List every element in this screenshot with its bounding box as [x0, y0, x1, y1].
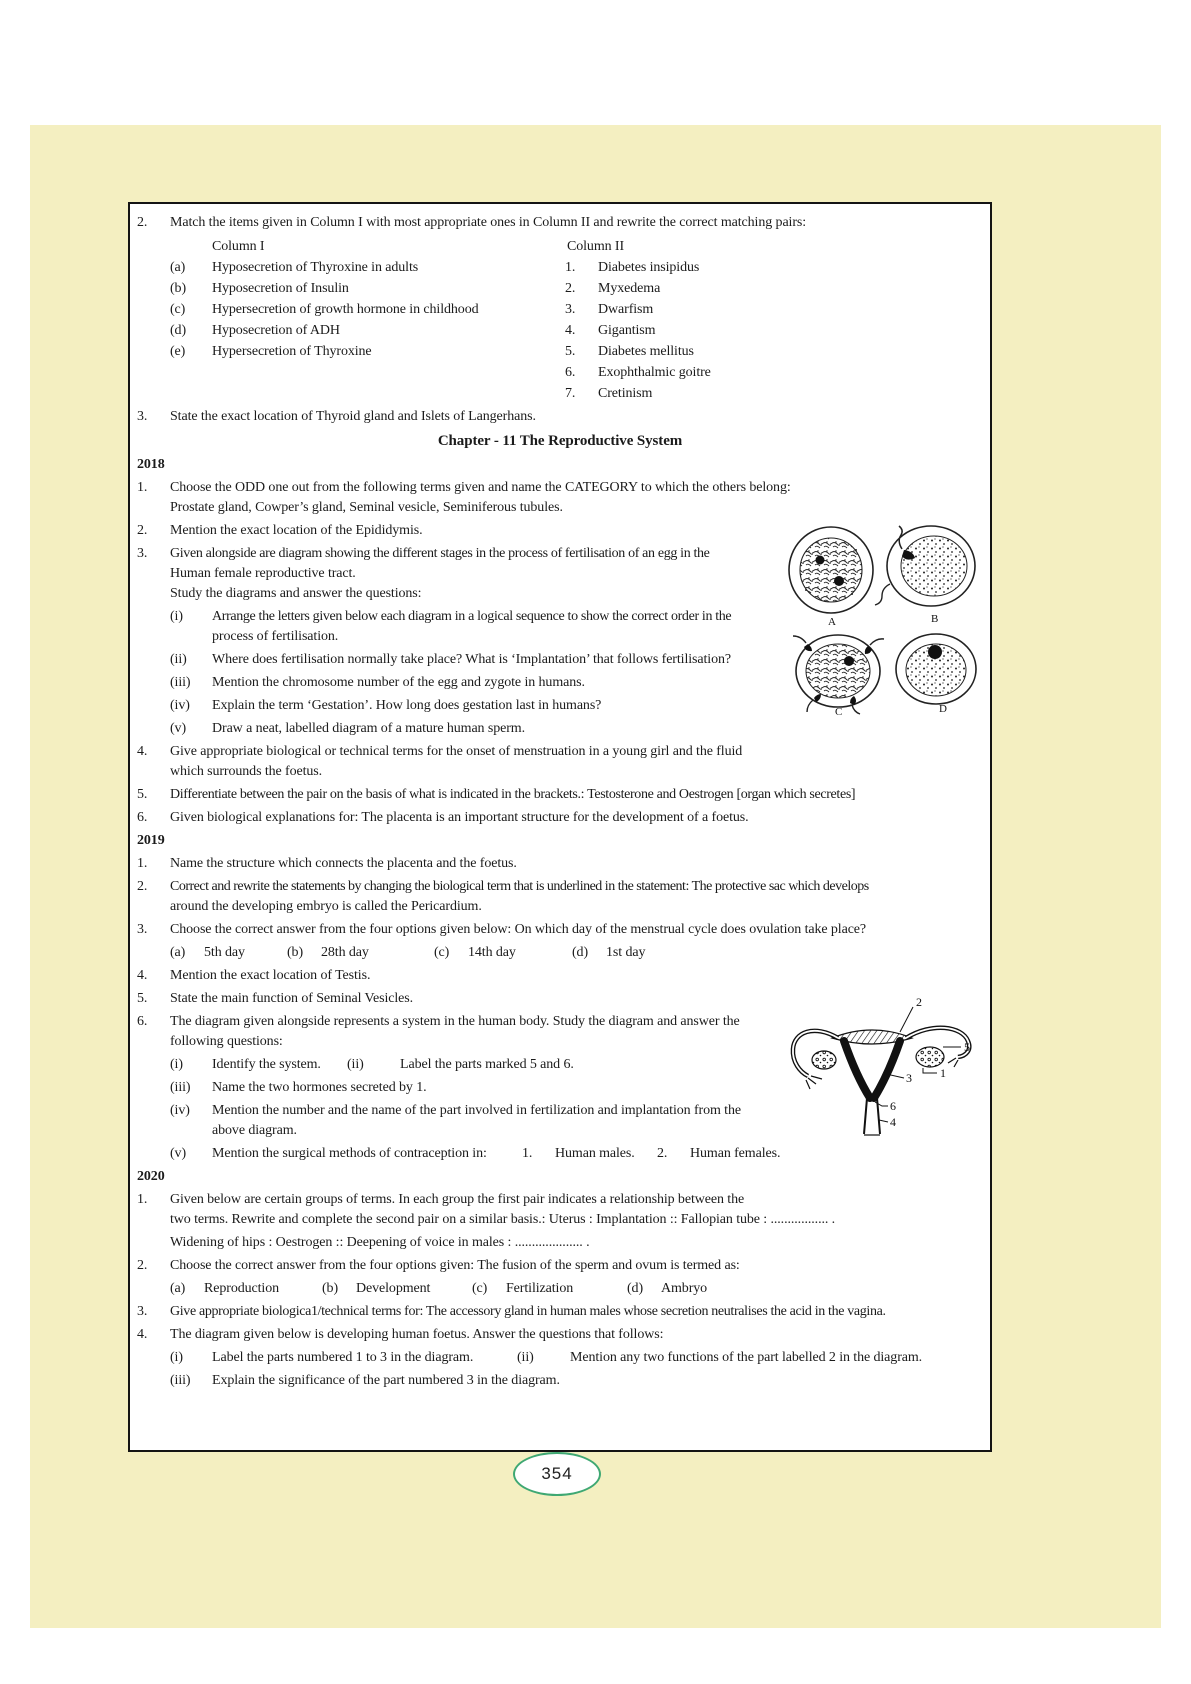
year-heading-2019: 2019	[137, 833, 165, 848]
cell-label-b: B	[931, 613, 939, 625]
egg-cell-c	[793, 635, 884, 714]
subquestion-2020-4-i-ii	[170, 1348, 983, 1368]
option-d	[627, 1279, 707, 1299]
item-label: 7.	[565, 386, 576, 401]
question-text: Give appropriate biologica1/technical terms for: The accessory gland in human males whose secretion neutralises the acid in the vagina.	[170, 1304, 886, 1319]
item-label: 5.	[565, 344, 576, 359]
subquestion-label: (i)	[170, 1057, 183, 1072]
item-text: Diabetes mellitus	[598, 344, 694, 359]
subquestion-text: Mention the surgical methods of contraception in:	[212, 1146, 487, 1161]
subquestion-label: (iii)	[170, 1080, 191, 1095]
diagram-label-3: 3	[906, 1071, 912, 1085]
question-number: 2.	[137, 215, 148, 230]
question-number: 3.	[137, 546, 148, 561]
subquestion-2020-4-iii	[170, 1371, 983, 1391]
item-text: Hyposecretion of Insulin	[212, 281, 349, 296]
egg-cell-b	[875, 526, 975, 606]
question-2018-1	[137, 478, 983, 518]
option-text: Ambryo	[661, 1281, 708, 1296]
item-text: Diabetes insipidus	[598, 260, 700, 275]
item-label: 6.	[565, 365, 576, 380]
option-c	[434, 943, 572, 963]
match-row	[565, 362, 983, 383]
question-number: 6.	[137, 810, 148, 825]
match-column-2	[565, 236, 983, 404]
diagram-label-5: 5	[964, 1040, 970, 1054]
diagram-label-6: 6	[890, 1099, 896, 1113]
question-paper-frame	[128, 202, 992, 1452]
question-text: Choose the correct answer from the four options given below: On which day of the menstrual cycle does ovulation take place?	[170, 922, 867, 937]
subquestion-text: Identify the system.	[212, 1057, 321, 1072]
fertilisation-stages-diagram	[786, 522, 980, 716]
question-text: Given alongside are diagram showing the different stages in the process of fertilisation of an egg in the	[170, 546, 710, 561]
question-text: Mention the exact location of Testis.	[170, 968, 371, 983]
subquestion-text: Mention the chromosome number of the egg and zygote in humans.	[212, 675, 585, 690]
subquestion-text: Label the parts marked 5 and 6.	[400, 1057, 574, 1072]
option-b	[287, 943, 434, 963]
match-row	[565, 299, 983, 320]
question-number: 1.	[137, 480, 148, 495]
subquestion-text: Label the parts numbered 1 to 3 in the diagram.	[212, 1350, 474, 1365]
question-2019-3	[137, 920, 983, 940]
subquestion-text: above diagram.	[212, 1123, 297, 1138]
option-label: (a)	[170, 945, 186, 960]
match-columns	[170, 236, 983, 404]
year-heading-2020: 2020	[137, 1169, 165, 1184]
option-text: 1st day	[606, 945, 646, 960]
question-number: 3.	[137, 1304, 148, 1319]
question-text: two terms. Rewrite and complete the second pair on a similar basis.: Uterus : Implantation :: Fallopian tube : ................. .	[170, 1212, 836, 1227]
page-number: 354	[541, 1464, 573, 1483]
diagram-label-4: 4	[890, 1115, 896, 1129]
cell-label-c: C	[835, 706, 843, 716]
subquestion-label: (ii)	[347, 1057, 364, 1072]
question-text: around the developing embryo is called the Pericardium.	[170, 899, 482, 914]
subquestion-label: (iv)	[170, 698, 190, 713]
question-text: following questions:	[170, 1034, 283, 1049]
match-row	[565, 278, 983, 299]
page-background-panel	[30, 125, 1161, 1628]
question-text: Match the items given in Column I with most appropriate ones in Column II and rewrite the correct matching pairs:	[170, 215, 807, 230]
question-text: State the main function of Seminal Vesicles.	[170, 991, 414, 1006]
item-text: Cretinism	[598, 386, 653, 401]
left-ovary	[812, 1051, 836, 1069]
item-label: (a)	[170, 260, 186, 275]
question-text: Widening of hips : Oestrogen :: Deepening of voice in males : .................... .	[170, 1235, 590, 1250]
item-label: 2.	[657, 1146, 668, 1161]
item-text: Myxedema	[598, 281, 661, 296]
option-text: Reproduction	[204, 1281, 280, 1296]
option-label: (b)	[287, 945, 304, 960]
match-column-1	[170, 236, 565, 404]
leader-line	[900, 1007, 913, 1032]
question-number: 5.	[137, 991, 148, 1006]
item-text: Dwarfism	[598, 302, 654, 317]
option-text: 14th day	[468, 945, 516, 960]
year-heading-2018: 2018	[137, 457, 165, 472]
item-label: 2.	[565, 281, 576, 296]
question-2018-5	[137, 785, 983, 805]
item-text: Hypersecretion of growth hormone in childhood	[212, 302, 479, 317]
question-number: 3.	[137, 409, 148, 424]
item-text: Human males.	[555, 1146, 635, 1161]
subquestion-text: Name the two hormones secreted by 1.	[212, 1080, 427, 1095]
match-row	[170, 278, 565, 299]
question-paper-content	[137, 213, 983, 1391]
question-text: Choose the ODD one out from the following terms given and name the CATEGORY to which the others belong:	[170, 480, 791, 495]
question-text: Correct and rewrite the statements by changing the biological term that is underlined in the statement: The protective sac which develops	[170, 879, 869, 894]
question-number: 3.	[137, 922, 148, 937]
option-label: (b)	[322, 1281, 339, 1296]
question-number: 4.	[137, 968, 148, 983]
question-text: which surrounds the foetus.	[170, 764, 323, 779]
chapter-title: Chapter - 11 The Reproductive System	[437, 433, 683, 449]
question-number: 1.	[137, 1192, 148, 1207]
question-2020-4	[137, 1325, 983, 1345]
egg-cell-a	[789, 527, 873, 613]
option-label: (a)	[170, 1281, 186, 1296]
subquestion-label: (v)	[170, 721, 187, 736]
page-number-badge	[513, 1452, 601, 1496]
question-2018-6	[137, 808, 983, 828]
subquestion-text: Mention the number and the name of the part involved in fertilization and implantation from the	[212, 1103, 741, 1118]
option-a	[170, 943, 287, 963]
option-text: Development	[356, 1281, 431, 1296]
match-row	[565, 257, 983, 278]
question-text: The diagram given alongside represents a system in the human body. Study the diagram and answer the	[170, 1014, 740, 1029]
subquestion-text: Draw a neat, labelled diagram of a mature human sperm.	[212, 721, 525, 736]
match-row	[170, 299, 565, 320]
right-fimbriae	[948, 1058, 958, 1067]
item-label: 4.	[565, 323, 576, 338]
question-number: 2.	[137, 523, 148, 538]
subquestion-label: (iv)	[170, 1103, 190, 1118]
item-text: Exophthalmic goitre	[598, 365, 711, 380]
item-label: (e)	[170, 344, 186, 359]
question-2018-4	[137, 742, 983, 782]
option-label: (d)	[627, 1281, 644, 1296]
cell-label-a: A	[828, 616, 836, 628]
sperm-tail-icon	[875, 584, 890, 605]
question-number: 6.	[137, 1014, 148, 1029]
question-2019-4	[137, 966, 983, 986]
match-row	[170, 320, 565, 341]
question-text: Name the structure which connects the placenta and the foetus.	[170, 856, 517, 871]
question-2020-2	[137, 1256, 983, 1276]
question-text: Prostate gland, Cowper’s gland, Seminal vesicle, Seminiferous tubules.	[170, 500, 563, 515]
left-fimbriae	[806, 1076, 822, 1089]
question-endocrine-2	[137, 213, 983, 233]
item-text: Human females.	[690, 1146, 781, 1161]
option-label: (d)	[572, 945, 589, 960]
question-text: Differentiate between the pair on the basis of what is indicated in the brackets.: Testosterone and Oestrogen [organ which secretes]	[170, 787, 856, 802]
match-row	[170, 341, 565, 362]
question-text: The diagram given below is developing human foetus. Answer the questions that follows:	[170, 1327, 664, 1342]
question-number: 4.	[137, 744, 148, 759]
item-text: Hypersecretion of Thyroxine	[212, 344, 372, 359]
subquestion-label: (ii)	[517, 1350, 534, 1365]
question-number: 5.	[137, 787, 148, 802]
question-2020-1	[137, 1190, 983, 1253]
column-header: Column I	[212, 239, 265, 254]
subquestion-label: (v)	[170, 1146, 187, 1161]
option-text: 5th day	[204, 945, 245, 960]
option-label: (c)	[434, 945, 450, 960]
match-row	[565, 383, 983, 404]
question-text: Give appropriate biological or technical terms for the onset of menstruation in a young girl and the fluid	[170, 744, 743, 759]
item-label: 3.	[565, 302, 576, 317]
item-text: Gigantism	[598, 323, 656, 338]
item-label: (b)	[170, 281, 187, 296]
subquestion-label: (i)	[170, 609, 183, 624]
column-header: Column II	[567, 239, 625, 254]
subquestion-label: (i)	[170, 1350, 183, 1365]
question-endocrine-3	[137, 407, 983, 427]
question-number: 1.	[137, 856, 148, 871]
options-2019-3	[170, 943, 983, 963]
item-label: (d)	[170, 323, 187, 338]
female-reproductive-system-diagram	[780, 994, 982, 1149]
item-label: 1.	[522, 1146, 533, 1161]
question-2020-3	[137, 1302, 983, 1322]
subquestion-text: Arrange the letters given below each diagram in a logical sequence to show the correct order in the	[212, 609, 732, 624]
match-row	[565, 320, 983, 341]
leader-line	[879, 1120, 888, 1122]
uterus-left-wall	[844, 1041, 870, 1098]
match-row	[565, 341, 983, 362]
subquestion-label: (ii)	[170, 652, 187, 667]
subquestion-text: Where does fertilisation normally take place? What is ‘Implantation’ that follows fertilisation?	[212, 652, 731, 667]
question-number: 4.	[137, 1327, 148, 1342]
subquestion-label: (iii)	[170, 675, 191, 690]
item-label: 1.	[565, 260, 576, 275]
item-text: Hyposecretion of Thyroxine in adults	[212, 260, 419, 275]
egg-cell-d	[896, 634, 976, 704]
subquestion-text: Explain the term ‘Gestation’. How long does gestation last in humans?	[212, 698, 602, 713]
question-text: Choose the correct answer from the four options given: The fusion of the sperm and ovum is termed as:	[170, 1258, 740, 1273]
options-2020-2	[170, 1279, 983, 1299]
diagram-label-1: 1	[940, 1066, 946, 1080]
subquestion-text: process of fertilisation.	[212, 629, 339, 644]
question-text: State the exact location of Thyroid gland and Islets of Langerhans.	[170, 409, 536, 424]
leader-line	[923, 1068, 937, 1073]
question-2019-1	[137, 854, 983, 874]
question-number: 2.	[137, 879, 148, 894]
option-a	[170, 1279, 322, 1299]
question-text: Given below are certain groups of terms. In each group the first pair indicates a relationship between the	[170, 1192, 745, 1207]
option-text: Fertilization	[506, 1281, 574, 1296]
item-label: (c)	[170, 302, 186, 317]
question-2019-2	[137, 877, 983, 917]
subquestion-label: (iii)	[170, 1373, 191, 1388]
cell-label-d: D	[939, 703, 947, 715]
option-label: (c)	[472, 1281, 488, 1296]
option-c	[472, 1279, 627, 1299]
question-text: Human female reproductive tract.	[170, 566, 356, 581]
question-text: Given biological explanations for: The placenta is an important structure for the development of a foetus.	[170, 810, 749, 825]
question-text: Study the diagrams and answer the questions:	[170, 586, 422, 601]
subquestion-text: Mention any two functions of the part labelled 2 in the diagram.	[570, 1350, 923, 1365]
option-b	[322, 1279, 472, 1299]
match-row	[170, 257, 565, 278]
diagram-label-2: 2	[916, 995, 922, 1009]
question-number: 2.	[137, 1258, 148, 1273]
right-ovary	[916, 1047, 944, 1067]
option-d	[572, 943, 645, 963]
subquestion-text: Explain the significance of the part numbered 3 in the diagram.	[212, 1373, 560, 1388]
question-text: Mention the exact location of the Epididymis.	[170, 523, 423, 538]
uterus-right-wall	[874, 1041, 900, 1098]
subquestion-2018-3-v	[170, 719, 983, 739]
item-text: Hyposecretion of ADH	[212, 323, 340, 338]
option-text: 28th day	[321, 945, 369, 960]
